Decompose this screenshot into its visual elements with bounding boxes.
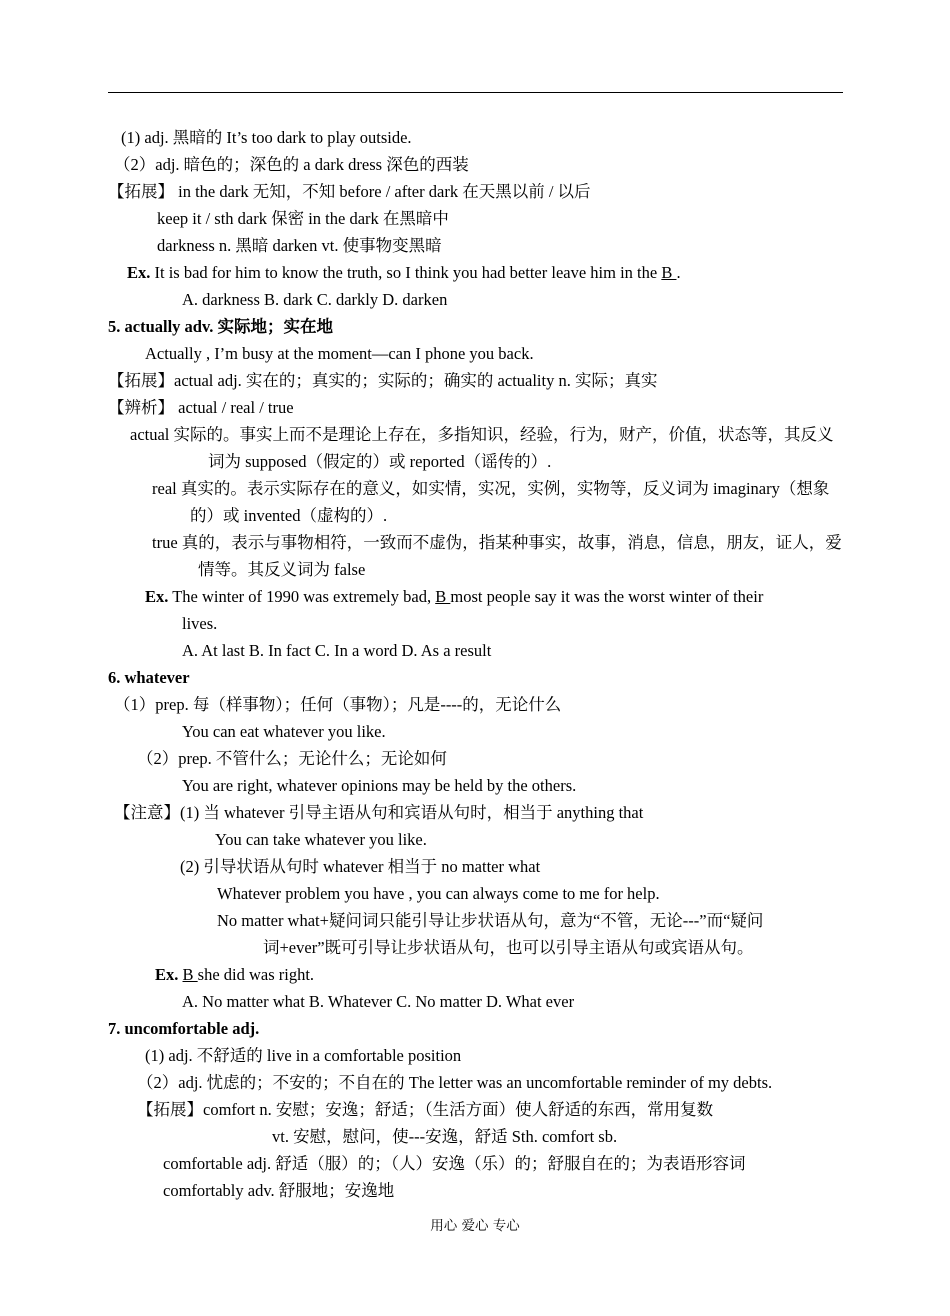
- exercise-whatever-options: A. No matter what B. Whatever C. No matter D. What ever: [182, 992, 575, 1011]
- no-matter-what-note-cont: 词+ever”既可引导让步状语从句，也可以引导主语从句或宾语从句。: [263, 938, 754, 957]
- real-definition-cont: 的）或 invented（虚构的）.: [190, 506, 388, 525]
- true-definition: true 真的，表示与事物相符，一致而不虚伪，指某种事实，故事，消息，信息，朋友，证人，爱: [152, 533, 842, 552]
- exercise-answer: B: [435, 587, 451, 606]
- actual-definition: actual 实际的。事实上而不是理论上存在，多指知识，经验，行为，财产，价值，状态等，其反义: [130, 425, 834, 444]
- exercise-actually: [145, 587, 763, 607]
- exercise-tail: .: [676, 263, 681, 282]
- dark-sense-1: (1) adj. 黑暗的 It’s too dark to play outside.: [121, 128, 412, 147]
- true-definition-cont: 情等。其反义词为 false: [198, 560, 366, 579]
- actually-extension: 【拓展】actual adj. 实在的；真实的；实际的；确实的 actuality n. 实际；真实: [108, 371, 658, 390]
- header-rule: [108, 92, 843, 93]
- exercise-tail: most people say it was the worst winter of their: [450, 587, 764, 606]
- dark-phrases: keep it / sth dark 保密 in the dark 在黑暗中: [157, 209, 449, 228]
- whatever-example-2: You are right, whatever opinions may be held by the others.: [182, 776, 577, 795]
- exercise-actually-cont: lives.: [182, 614, 218, 633]
- actually-example: Actually , I’m busy at the moment—can I phone you back.: [145, 344, 534, 363]
- whatever-note-example-1: You can take whatever you like.: [215, 830, 427, 849]
- dark-derivatives: darkness n. 黑暗 darken vt. 使事物变黑暗: [157, 236, 442, 255]
- whatever-note-1: 【注意】(1) 当 whatever 引导主语从句和宾语从句时，相当于 anything that: [114, 803, 644, 822]
- exercise-label: Ex.: [145, 587, 169, 606]
- real-definition: real 真实的。表示实际存在的意义，如实情，实况，实例，实物等，反义词为 imaginary（想象: [152, 479, 830, 498]
- exercise-actually-options: A. At last B. In fact C. In a word D. As a result: [182, 641, 492, 660]
- exercise-label: Ex.: [155, 965, 179, 984]
- heading-whatever: 6. whatever: [108, 668, 190, 687]
- whatever-example-1: You can eat whatever you like.: [182, 722, 386, 741]
- dark-sense-2: （2）adj. 暗色的；深色的 a dark dress 深色的西装: [114, 155, 469, 174]
- whatever-note-example-2: Whatever problem you have , you can always come to me for help.: [217, 884, 660, 903]
- whatever-sense-1: （1）prep. 每（样事物）；任何（事物）；凡是----的，无论什么: [114, 695, 562, 714]
- exercise-answer: B: [182, 965, 198, 984]
- exercise-dark: [127, 263, 681, 283]
- comfortably-definition: comfortably adv. 舒服地；安逸地: [163, 1181, 395, 1200]
- comfort-verb: vt. 安慰，慰问，使---安逸，舒适 Sth. comfort sb.: [272, 1127, 618, 1146]
- actually-distinction: 【辨析】 actual / real / true: [108, 398, 294, 417]
- exercise-stem: It is bad for him to know the truth, so I think you had better leave him in the: [150, 263, 662, 282]
- dark-extension: 【拓展】 in the dark 无知，不知 before / after dark 在天黑以前 / 以后: [108, 182, 591, 201]
- exercise-dark-options: A. darkness B. dark C. darkly D. darken: [182, 290, 448, 309]
- exercise-tail: she did was right.: [197, 965, 315, 984]
- page-footer: 用心 爱心 专心: [430, 1218, 520, 1234]
- uncomfortable-sense-1: (1) adj. 不舒适的 live in a comfortable position: [145, 1046, 462, 1065]
- exercise-label: Ex.: [127, 263, 151, 282]
- whatever-sense-2: （2）prep. 不管什么；无论什么；无论如何: [137, 749, 447, 768]
- exercise-whatever: [155, 965, 314, 985]
- actual-definition-cont: 词为 supposed（假定的）或 reported（谣传的）.: [208, 452, 552, 471]
- heading-actually: 5. actually adv. 实际地；实在地: [108, 317, 334, 336]
- uncomfortable-sense-2: （2）adj. 忧虑的；不安的；不自在的 The letter was an uncomfortable reminder of my debts.: [137, 1073, 773, 1092]
- heading-uncomfortable: 7. uncomfortable adj.: [108, 1019, 260, 1038]
- comfort-extension: 【拓展】comfort n. 安慰；安逸；舒适；（生活方面）使人舒适的东西，常用复数: [137, 1100, 714, 1119]
- exercise-stem: The winter of 1990 was extremely bad,: [168, 587, 436, 606]
- exercise-answer: B: [661, 263, 677, 282]
- whatever-note-2: (2) 引导状语从句时 whatever 相当于 no matter what: [180, 857, 541, 876]
- comfortable-definition: comfortable adj. 舒适（服）的；（人）安逸（乐）的；舒服自在的；为表语形容词: [163, 1154, 746, 1173]
- no-matter-what-note: No matter what+疑问词只能引导让步状语从句，意为“不管，无论---”而“疑问: [217, 911, 764, 930]
